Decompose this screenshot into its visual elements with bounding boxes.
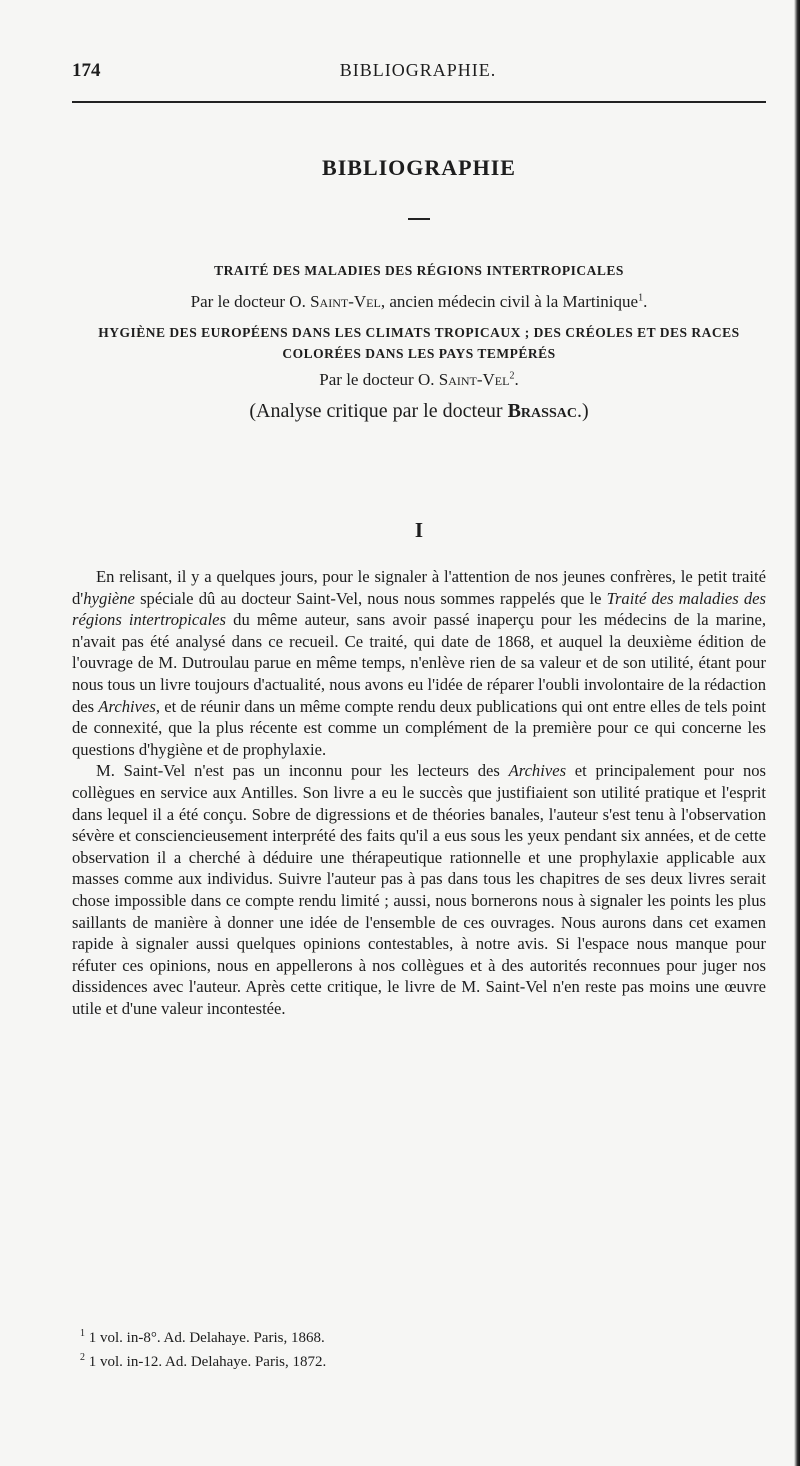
footnote: $^1$ 1 vol. in-8°. Ad. Delahaye. Paris, 1868. — [80, 1328, 325, 1346]
section-number: I — [414, 518, 424, 542]
work1-title: TRAITÉ DES MALADIES DES RÉGIONS INTERTROPICALES — [214, 263, 624, 278]
paragraph: M. Saint-Vel n'est pas un inconnu pour les lecteurs des Archives et principalement pour nos collègues en service aux Antilles. Son livre a eu le succès que justifiaient son utilité pratique et l'esprit dans lequel il a été conçu. Sobre de digressions et de théories banales, l'auteur s'est tenu à l'observation sévère et consciencieusement interprété des faits qu'il a eus sous les yeux pendant six années, et de cette observation il a cherché à déduire une thérapeutique rationnelle et une prophylaxie applicable aux masses comme aux individus. Suivre l'auteur pas à pas dans tous les chapitres de ses deux livres serait chose impossible dans ce compte rendu limité ; aussi, nous bornerons nous à signaler les points les plus saillants de manière à donner une idée de l'ensemble de ces ouvrages. Nous aurons dans cet examen rapide à signaler aussi quelques opinions contestables, à notre avis. Si l'espace nous manque pour réfuter ces opinions, nous en appellerons à nos collègues et à des autorités reconnues pour juger nos dissidences avec l'auteur. Après cette critique, le livre de M. Saint-Vel n'en reste pas moins une œuvre utile et d'une valeur incontestée. — [72, 761, 766, 1018]
author-name: Saint-Vel — [310, 292, 381, 311]
title-divider — [408, 218, 430, 220]
work2-title-line2: COLORÉES DANS LES PAYS TEMPÉRÉS — [282, 346, 556, 361]
paragraph: En relisant, il y a quelques jours, pour le signaler à l'attention de nos jeunes confrères, le petit traité d'hygiène spéciale dû au docteur Saint-Vel, nous nous sommes rappelés que le Traité des maladies des régions intertropicales du même auteur, sans avoir passé inaperçu pour les médecins de la marine, n'avait pas été analysé dans ce recueil. Ce traité, qui date de 1868, et auquel la deuxième édition de l'ouvrage de M. Dutroulau parue en même temps, n'enlève rien de sa valeur et de son utilité, étant pour nous tous un livre toujours d'actualité, nous avons eu l'idée de réparer l'oubli involontaire de la rédaction des Archives, et de réunir dans un même compte rendu deux publications qui ont entre elles de tels point de connexité, que la plus récente est comme un complément de la première pour ce qui concerne les questions d'hygiène et de prophylaxie. — [72, 567, 766, 759]
work2-author: Par le docteur O. Saint-Vel$^2$. — [319, 370, 519, 389]
page-edge-shadow — [794, 0, 800, 1466]
page-number: 174 — [72, 60, 101, 81]
footnote-ref-1: 1 — [638, 292, 644, 304]
section-title: BIBLIOGRAPHIE — [322, 155, 516, 180]
running-title: BIBLIOGRAPHIE. — [339, 60, 497, 80]
footnotes — [72, 1324, 766, 1372]
footnote: $^2$ 1 vol. in-12. Ad. Delahaye. Paris, 1872. — [80, 1352, 327, 1370]
work2-title-line1: HYGIÈNE DES EUROPÉENS DANS LES CLIMATS TROPICAUX ; DES CRÉOLES ET DES RACES — [98, 325, 740, 340]
work1-author: Par le docteur O. Saint-Vel, ancien médecin civil à la Martinique$^1$. — [190, 292, 648, 311]
page-header — [72, 60, 764, 86]
footnote-ref-2: 2 — [509, 370, 515, 382]
header-rule — [72, 101, 766, 103]
critic-name: Brassac — [507, 400, 577, 422]
analysis-credit: (Analyse critique par le docteur Brassac.) — [249, 400, 589, 422]
author-name: Saint-Vel — [438, 370, 510, 389]
body-text — [72, 566, 766, 1019]
